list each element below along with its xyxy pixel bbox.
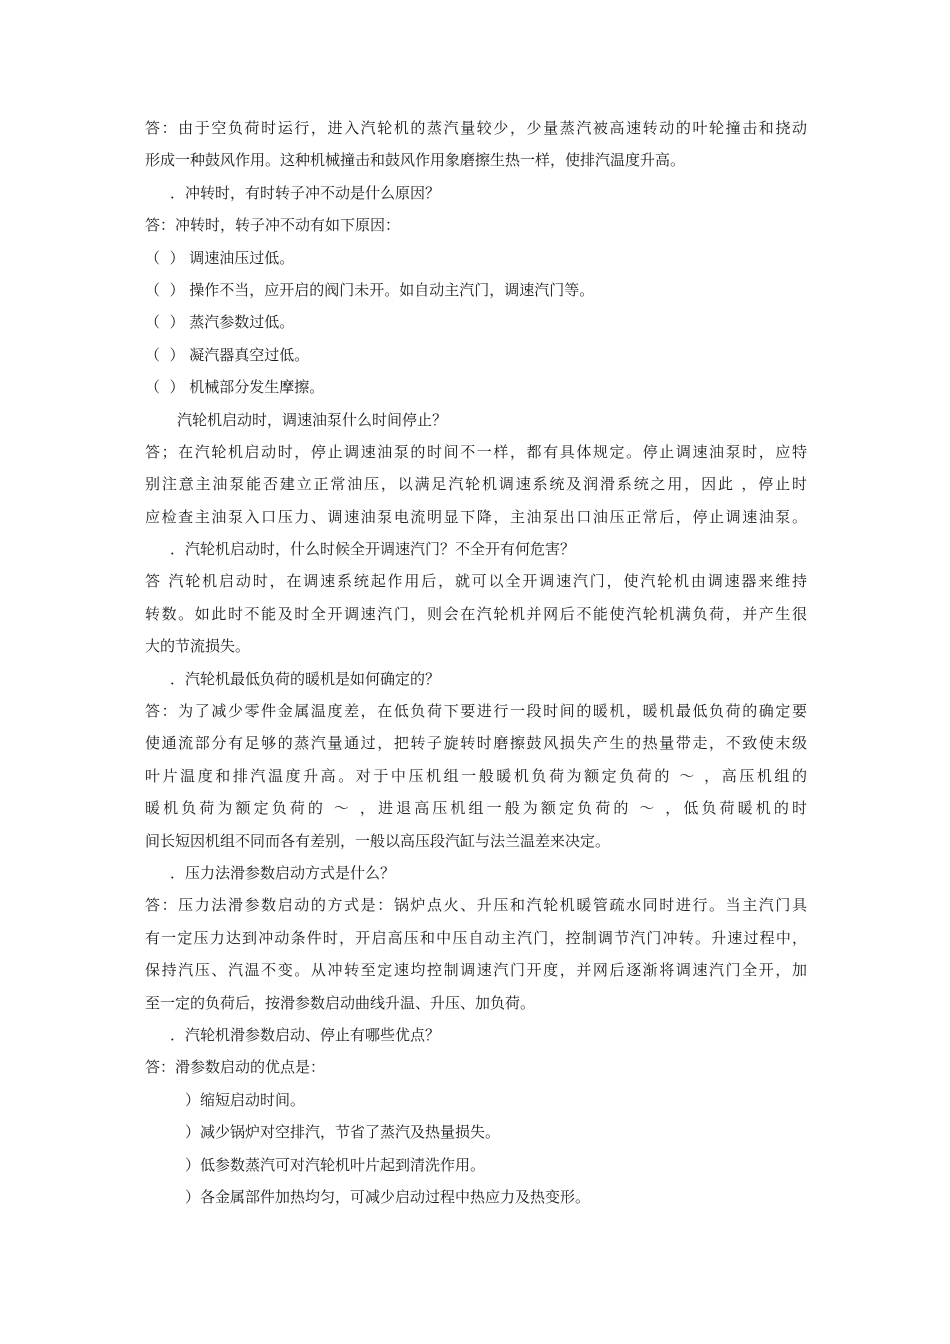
list-item: ）减少锅炉对空排汽，节省了蒸汽及热量损失。 [185, 1123, 501, 1142]
paragraph-line: 答：冲转时，转子冲不动有如下原因： [145, 216, 401, 235]
paragraph-line: 形成一种鼓风作用。这种机械撞击和鼓风作用象磨擦生热一样，使排汽温度升高。 [145, 151, 686, 170]
question-heading: ．压力法滑参数启动方式是什么？ [170, 863, 396, 882]
question-heading: 汽轮机启动时，调速油泵什么时间停止？ [177, 410, 448, 429]
question-heading: ．冲转时，有时转子冲不动是什么原因？ [170, 183, 441, 202]
list-item: ）各金属部件加热均匀，可减少启动过程中热应力及热变形。 [185, 1187, 591, 1206]
paragraph-line: 保持汽压、汽温不变。从冲转至定速均控制调速汽门开度，并网后逐渐将调速汽门全开，加 [145, 961, 807, 980]
list-item: ）低参数蒸汽可对汽轮机叶片起到清洗作用。 [185, 1155, 486, 1174]
document-body [145, 112, 807, 1213]
paragraph-line: 答：由于空负荷时运行，进入汽轮机的蒸汽量较少，少量蒸汽被高速转动的叶轮撞击和挠动 [145, 119, 807, 137]
question-heading: ．汽轮机滑参数启动、停止有哪些优点？ [170, 1025, 441, 1044]
paragraph-line: 答 汽轮机启动时，在调速系统起作用后，就可以全开调速汽门，使汽轮机由调速器来维持 [145, 572, 807, 591]
list-item: ）缩短启动时间。 [185, 1090, 306, 1109]
question-heading: ．汽轮机启动时，什么时候全开调速汽门？不全开有何危害？ [170, 540, 576, 559]
paragraph-line: 答：压力法滑参数启动的方式是：锅炉点火、升压和汽轮机暖管疏水同时进行。当主汽门具 [145, 896, 807, 915]
paragraph-line: 大的节流损失。 [145, 637, 251, 656]
paragraph-line: 至一定的负荷后，按滑参数启动曲线升温、升压、加负荷。 [145, 993, 536, 1012]
paragraph-line: 有一定压力达到冲动条件时，开启高压和中压自动主汽门，控制调节汽门冲转。升速过程中， [145, 928, 807, 947]
list-item: （ ） 蒸汽参数过低。 [145, 313, 295, 332]
paragraph-line: 答；在汽轮机启动时，停止调速油泵的时间不一样，都有具体规定。停止调速油泵时，应特 [145, 442, 807, 461]
paragraph-line: 应检查主油泵入口压力、调速油泵电流明显下降，主油泵出口油压正常后，停止调速油泵。 [145, 507, 807, 526]
paragraph-line: 暖机负荷为额定负荷的 ～ ，进退高压机组一般为额定负荷的 ～ ，低负荷暖机的时 [145, 799, 807, 818]
list-item: （ ） 凝汽器真空过低。 [145, 345, 310, 364]
list-item: （ ） 机械部分发生摩擦。 [145, 378, 325, 397]
paragraph-line: 别注意主油泵能否建立正常油压，以满足汽轮机调速系统及润滑系统之用，因此 ，停止时 [145, 475, 807, 494]
paragraph-line: 转数。如此时不能及时全开调速汽门，则会在汽轮机并网后不能使汽轮机满负荷，并产生很 [145, 604, 807, 623]
paragraph-line: 答：为了减少零件金属温度差，在低负荷下要进行一段时间的暖机，暖机最低负荷的确定要 [145, 702, 807, 721]
list-item: （ ） 调速油压过低。 [145, 248, 295, 267]
list-item: （ ） 操作不当，应开启的阀门未开。如自动主汽门，调速汽门等。 [145, 280, 595, 299]
paragraph-line: 叶片温度和排汽温度升高。对于中压机组一般暖机负荷为额定负荷的 ～ ，高压机组的 [145, 766, 807, 785]
paragraph-line: 使通流部分有足够的蒸汽量通过，把转子旋转时磨擦鼓风损失产生的热量带走，不致使末级 [145, 734, 807, 753]
question-heading: ．汽轮机最低负荷的暖机是如何确定的？ [170, 669, 441, 688]
paragraph-line: 答：滑参数启动的优点是： [145, 1058, 326, 1077]
paragraph-line: 间长短因机组不同而各有差别，一般以高压段汽缸与法兰温差来决定。 [145, 831, 611, 850]
